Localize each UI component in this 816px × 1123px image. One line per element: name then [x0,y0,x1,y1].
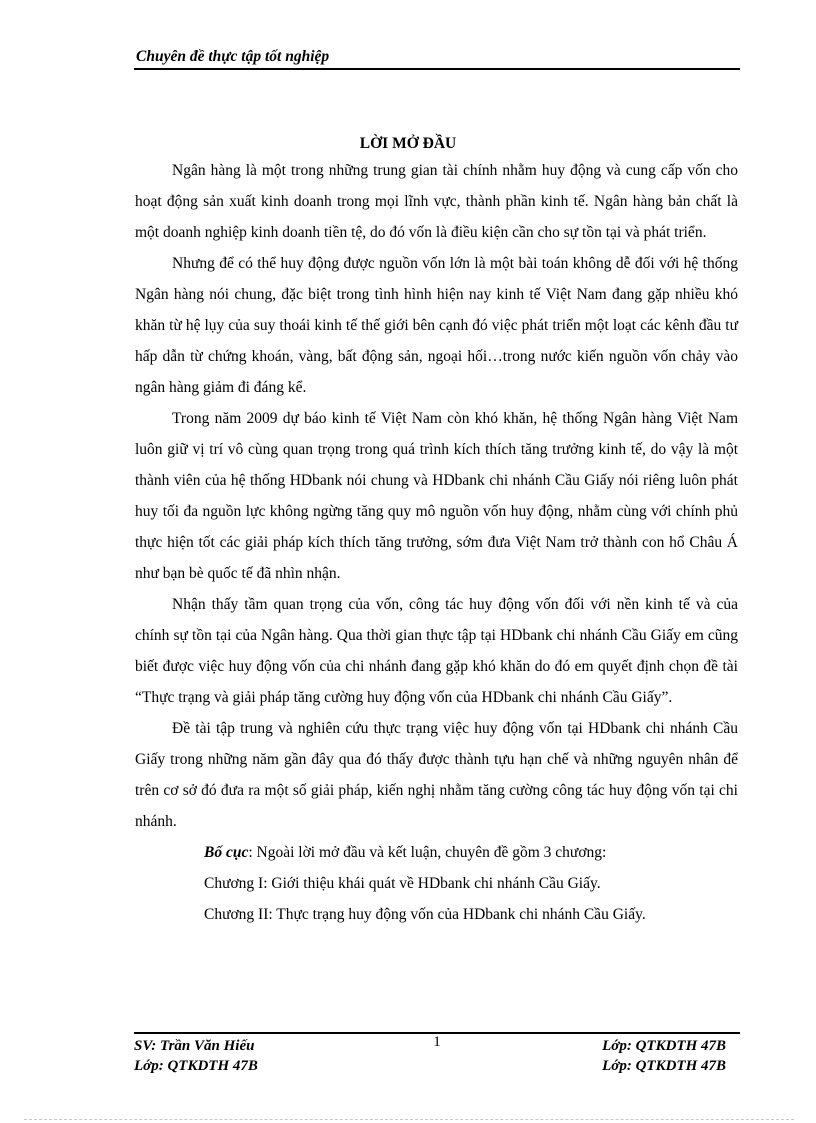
paragraph: Nhưng để có thể huy động được nguồn vốn lớn là một bài toán không dễ đối với hệ thống Ngân hàng nói chung, đặc biệt trong tình hình hiện nay kinh tế Việt Nam đang gặp nhiều khó khăn từ hệ lụy của suy thoái kinh tế thế giới bên cạnh đó việc phát triển một loạt các kênh đầu tư hấp dẫn từ chứng khoán, vàng, bất động sản, ngoại hối…trong nước kiến nguồn vốn chảy vào ngân hàng giảm đi đáng kể. [135,255,738,396]
chapter-item: Chương II: Thực trạng huy động vốn của HDbank chi nhánh Cầu Giấy. [204,906,646,923]
layout-text: : Ngoài lời mở đầu và kết luận, chuyên đề gồm 3 chương: [248,844,607,861]
footer-student: SV: Trần Văn Hiếu [134,1038,255,1054]
page-number: 1 [433,1034,441,1050]
paragraph: Ngân hàng là một trong những trung gian tài chính nhằm huy động và cung cấp vốn cho hoạt động sản xuất kinh doanh trong mọi lĩnh vực, thành phần kinh tế. Ngân hàng bản chất là một doanh nghiệp kinh doanh tiền tệ, do đó vốn là điều kiện cần cho sự tồn tại và phát triển. [135,162,738,241]
body-text [135,155,738,930]
footer-class-right-top: Lớp: QTKDTH 47B [602,1038,726,1054]
page-footer [134,1036,740,1076]
layout-intro [135,837,738,868]
header-divider [134,68,740,70]
paragraph: Đề tài tập trung và nghiên cứu thực trạng việc huy động vốn tại HDbank chi nhánh Cầu Giấy trong những năm gần đây qua đó thấy được thành tựu hạn chế và những nguyên nhân để trên cơ sở đó đưa ra một số giải pháp, kiến nghị nhằm tăng cường công tác huy động vốn tại chi nhánh. [135,720,738,830]
page-boundary [24,1119,794,1120]
footer-class-left: Lớp: QTKDTH 47B [134,1058,258,1074]
footer-class-right-bottom: Lớp: QTKDTH 47B [602,1058,726,1074]
running-header: Chuyên đề thực tập tốt nghiệp [136,48,330,65]
paragraph: Trong năm 2009 dự báo kinh tế Việt Nam còn khó khăn, hệ thống Ngân hàng Việt Nam luôn giữ vị trí vô cùng quan trọng trong quá trình kích thích tăng trưởng kinh tế, do vậy là một thành viên của hệ thống HDbank nói chung và HDbank chi nhánh Cầu Giấy nói riêng luôn phát huy tối đa nguồn lực không ngừng tăng quy mô nguồn vốn huy động, nhằm cùng với chính phủ thực hiện tốt các giải pháp kích thích tăng trưởng, sớm đưa Việt Nam trở thành con hổ Châu Á như bạn bè quốc tế đã nhìn nhận. [135,410,738,582]
layout-lead: Bố cục [204,844,249,861]
paragraph: Nhận thấy tầm quan trọng của vốn, công tác huy động vốn đối với nền kinh tế và của chính sự tồn tại của Ngân hàng. Qua thời gian thực tập tại HDbank chi nhánh Cầu Giấy em cũng biết được việc huy động vốn của chi nhánh đang gặp khó khăn do đó em quyết định chọn đề tài “Thực trạng và giải pháp tăng cường huy động vốn của HDbank chi nhánh Cầu Giấy”. [135,596,738,706]
section-title: LỜI MỞ ĐẦU [359,135,457,152]
chapter-item: Chương I: Giới thiệu khái quát về HDbank chi nhánh Cầu Giấy. [204,875,601,892]
